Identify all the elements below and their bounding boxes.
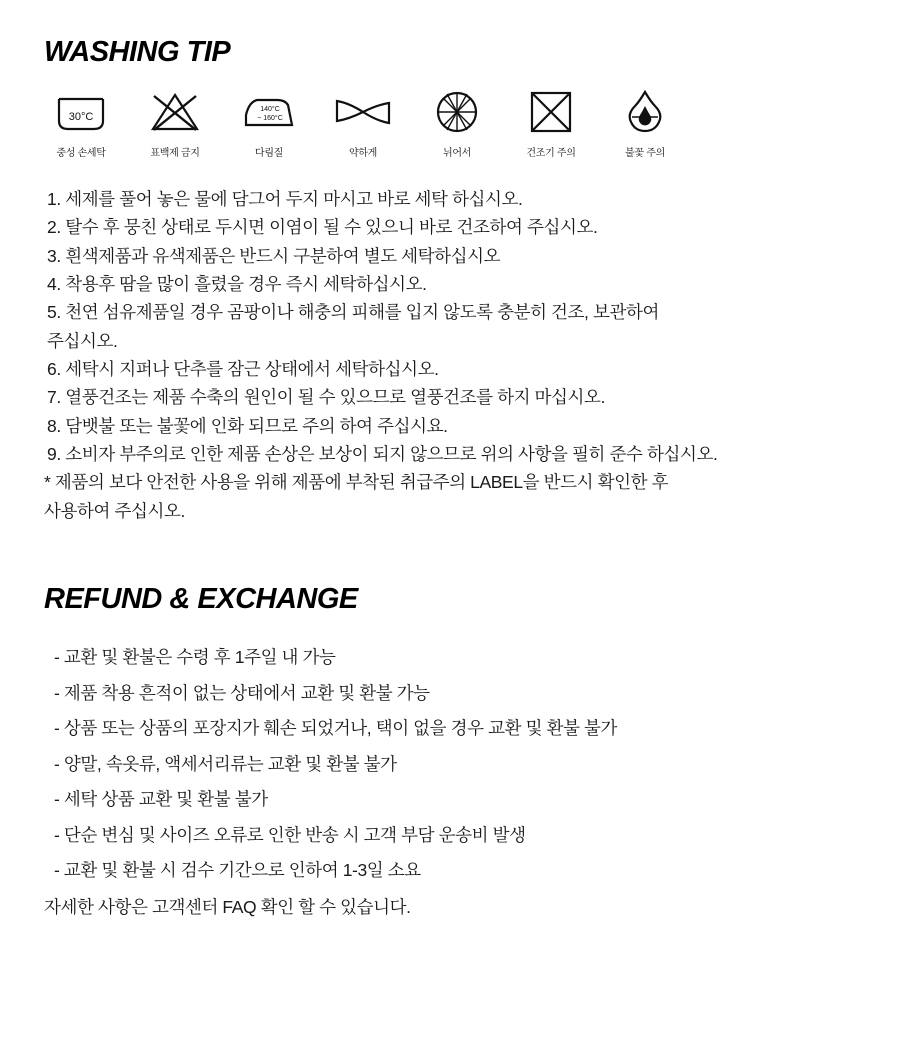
svg-text:30°C: 30°C xyxy=(68,111,94,123)
care-symbol-label: 다림질 xyxy=(254,148,284,159)
list-item: - 양말, 속옷류, 액세서리류는 교환 및 환불 불가 xyxy=(54,753,397,774)
no-bleach-icon xyxy=(149,89,201,135)
care-symbols-row xyxy=(48,89,856,159)
care-symbol-label: 불꽃 주의 xyxy=(625,148,665,159)
list-item: 주십시오. xyxy=(47,330,118,351)
gentle-wring-icon xyxy=(333,89,393,135)
washing-tip-title: WASHING TIP xyxy=(44,36,231,68)
washing-label-note-line1: * 제품의 보다 안전한 사용을 위해 제품에 부착된 취급주의 LABEL을 반드시 확인한 후 xyxy=(44,472,669,493)
care-symbol-label: 건조기 주의 xyxy=(526,148,576,159)
care-symbol-no-tumble-dry xyxy=(518,89,584,159)
list-item: - 교환 및 환불 시 검수 기간으로 인하여 1-3일 소요 xyxy=(54,860,421,881)
care-symbol-gentle-wring xyxy=(330,89,396,159)
refund-exchange-title: REFUND & EXCHANGE xyxy=(44,583,358,616)
list-item: 8. 담뱃불 또는 불꽃에 인화 되므로 주의 하여 주십시요. xyxy=(47,415,448,436)
hand-wash-30c-icon xyxy=(55,89,107,135)
care-symbol-no-bleach xyxy=(142,89,208,159)
list-item: 2. 탈수 후 뭉친 상태로 두시면 이염이 될 수 있으니 바로 건조하여 주십시오. xyxy=(47,217,598,238)
list-item: 7. 열풍건조는 제품 수축의 원인이 될 수 있으므로 열풍건조를 하지 마십시오. xyxy=(47,387,606,408)
care-symbol-label: 뉘어서 xyxy=(442,148,472,159)
list-item: - 세탁 상품 교환 및 환불 불가 xyxy=(54,789,268,810)
list-item: 4. 착용후 땀을 많이 흘렸을 경우 즉시 세탁하십시오. xyxy=(47,274,427,295)
care-symbol-hand-wash xyxy=(48,89,114,159)
list-item: - 제품 착용 흔적이 없는 상태에서 교환 및 환불 가능 xyxy=(54,682,430,703)
washing-label-note-line2: 사용하여 주십시오. xyxy=(44,500,185,521)
care-symbol-label: 약하게 xyxy=(348,148,378,159)
care-symbol-flame-caution xyxy=(612,89,678,159)
hang-dry-icon xyxy=(431,89,483,135)
care-symbol-label: 중성 손세탁 xyxy=(56,148,106,159)
list-item: 3. 흰색제품과 유색제품은 반드시 구분하여 별도 세탁하십시오 xyxy=(47,245,501,266)
list-item: - 상품 또는 상품의 포장지가 훼손 되었거나, 택이 없을 경우 교환 및 환불 불가 xyxy=(54,718,618,739)
iron-140-160c-icon xyxy=(241,89,297,135)
list-item: - 단순 변심 및 사이즈 오류로 인한 반송 시 고객 부담 운송비 발생 xyxy=(54,824,526,845)
list-item: 5. 천연 섬유제품일 경우 곰팡이나 해충의 피해를 입지 않도록 충분히 건조, 보관하여 xyxy=(47,302,660,323)
no-tumble-dry-icon xyxy=(527,89,575,135)
list-item: 1. 세제를 풀어 놓은 물에 담그어 두지 마시고 바로 세탁 하십시오. xyxy=(47,189,523,209)
list-item: 9. 소비자 부주의로 인한 제품 손상은 보상이 되지 않으므로 위의 사항을 필히 준수 하십시오. xyxy=(47,444,718,465)
list-item: 6. 세탁시 지퍼나 단추를 잠근 상태에서 세탁하십시오. xyxy=(47,359,439,380)
refund-policy-list xyxy=(44,640,856,889)
care-symbol-iron xyxy=(236,89,302,159)
list-item: - 교환 및 환불은 수령 후 1주일 내 가능 xyxy=(54,647,336,668)
svg-text:~ 160°C: ~ 160°C xyxy=(257,115,283,122)
washing-instruction-list xyxy=(44,185,856,468)
care-symbol-hang-dry xyxy=(424,89,490,159)
svg-text:140°C: 140°C xyxy=(260,106,280,113)
refund-footer-note: 자세한 사항은 고객센터 FAQ 확인 할 수 있습니다. xyxy=(44,896,411,917)
care-symbol-label: 표백제 금지 xyxy=(150,148,200,159)
flame-caution-icon xyxy=(621,89,669,135)
